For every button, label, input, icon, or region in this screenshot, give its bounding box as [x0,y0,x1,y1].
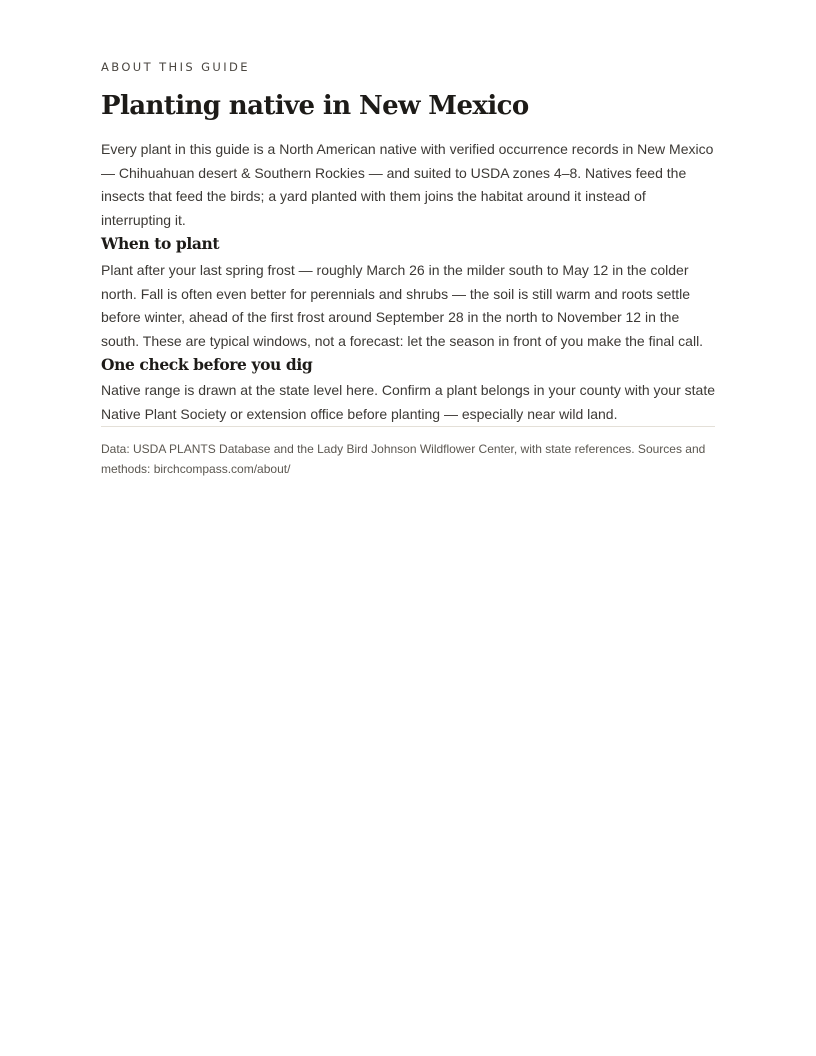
intro-paragraph: Every plant in this guide is a North American native with verified occurrence records in New Mexico — Chihuahuan desert & Southern Rockies — and suited to USDA zones 4–8. Natives feed the insects that feed the birds; a yard planted with them joins the habitat around it instead of interrupting it. [101,141,714,228]
section-eyebrow: ABOUT THIS GUIDE [101,60,250,74]
footer-divider [101,426,715,427]
page-title: Planting native in New Mexico [101,91,529,121]
check-before-dig-heading: One check before you dig [101,355,313,374]
when-to-plant-paragraph: Plant after your last spring frost — roughly March 26 in the milder south to May 12 in the colder north. Fall is often even better for perennials and shrubs — the soil is still warm and roots settle before winter, ahead of the first frost around September 28 in the north to November 12 in the south. These are typical windows, not a forecast: let the season in front of you make the final call. [101,262,704,349]
data-sources-note: Data: USDA PLANTS Database and the Lady Bird Johnson Wildflower Center, with state references. Sources and methods: birchcompass.com/about/ [101,442,706,476]
check-before-dig-paragraph: Native range is drawn at the state level here. Confirm a plant belongs in your county with your state Native Plant Society or extension office before planting — especially near wild land. [101,382,715,422]
about-guide-article [101,58,715,479]
when-to-plant-heading: When to plant [101,234,220,253]
